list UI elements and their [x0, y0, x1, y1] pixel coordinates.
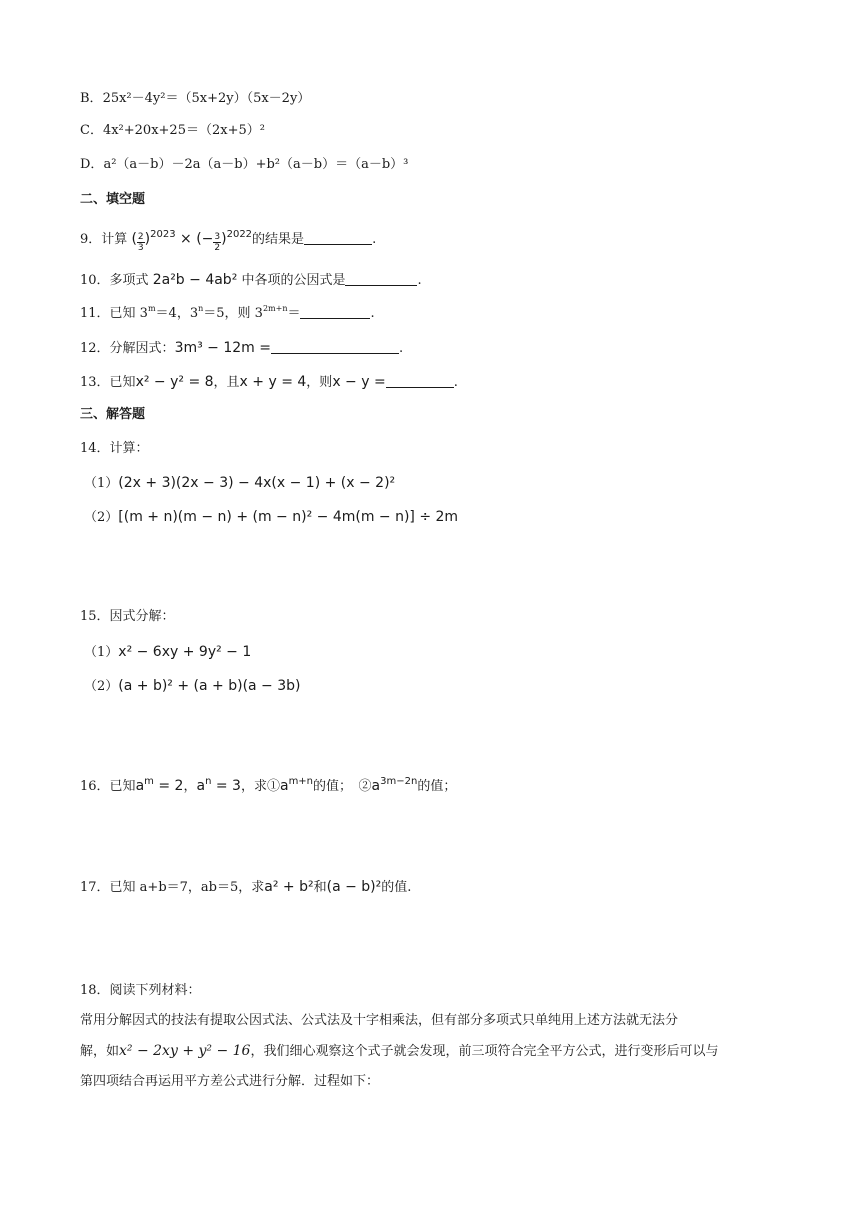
q9-expression: ( $\frac{2}{3}$ )$^{2023}$ × (− $\frac{3}{2}$ )$^{2022}$ — [131, 229, 253, 253]
choice-c: C．4x²+20x+25＝（2x+5）² — [80, 123, 265, 138]
q9-answer-blank — [304, 230, 372, 245]
question-12: 12．分解因式：3m³ − 12m = . — [80, 340, 404, 356]
question-15-part-2: （2）(a + b)² + (a + b)(a − 3b) — [84, 678, 301, 694]
question-15-part-1: （1）x² − 6xy + 9y² − 1 — [84, 644, 252, 660]
question-10: 10．多项式 2a²b − 4ab² 中各项的公因式是 . — [80, 272, 422, 288]
question-18-line-2: 解，如x² − 2xy + y² − 16，我们细心观察这个式子就会发现，前三项符合完全平方公式，进行变形后可以与 — [80, 1043, 719, 1059]
question-13: 13．已知x² − y² = 8，且x + y = 4，则x − y = . — [80, 374, 458, 390]
q13-answer-blank — [386, 373, 454, 388]
question-18-material: 常用分解因式的技法有提取公因式法、公式法及十字相乘法，但有部分多项式只单纯用上述方法就无法分 解，如x² − 2xy + y² − 16，我们细心观察这个式子就会发现，前三项符合完全平方公式，进行变形后可以与 第四项结合再运用平方差公式进行分解．过程如下： — [80, 1006, 785, 1097]
question-14-part-1: （1）(2x + 3)(2x − 3) − 4x(x − 1) + (x − 2)² — [84, 475, 396, 491]
question-17: 17．已知 a+b＝7，ab＝5，求a² + b²和(a − b)²的值. — [80, 879, 412, 895]
choice-b: B．25x²－4y²＝（5x+2y）（5x－2y） — [80, 91, 311, 106]
section-solve: 三、解答题 — [80, 407, 146, 422]
q10-answer-blank — [345, 271, 417, 286]
question-11: 11．已知 $3^m=4$，$3^n=5$，则 $3^{2m+n}=$ . — [80, 304, 375, 321]
q12-answer-blank — [271, 339, 399, 354]
question-9: 9．计算 ( $\frac{2}{3}$ )$^{2023}$ × (− $\frac{3}{2}$ )$^{2022}$的结果是 . — [80, 229, 377, 253]
question-14-title: 14．计算： — [80, 441, 149, 456]
question-18-title: 18．阅读下列材料： — [80, 983, 201, 998]
question-15-title: 15．因式分解： — [80, 609, 175, 624]
choice-d: D．a²（a－b）－2a（a－b）+b²（a－b）＝（a－b）³ — [80, 157, 409, 172]
question-16: 16．已知$a^m = 2$，$a^n = 3$，求$①a^{m+n}$的值； $②a^{3m-2n}$的值； — [80, 776, 457, 794]
q11-answer-blank — [300, 304, 370, 319]
question-14-part-2: （2）[(m + n)(m − n) + (m − n)² − 4m(m − n)] ÷ 2m — [84, 509, 459, 525]
section-fill-in: 二、填空题 — [80, 192, 146, 207]
